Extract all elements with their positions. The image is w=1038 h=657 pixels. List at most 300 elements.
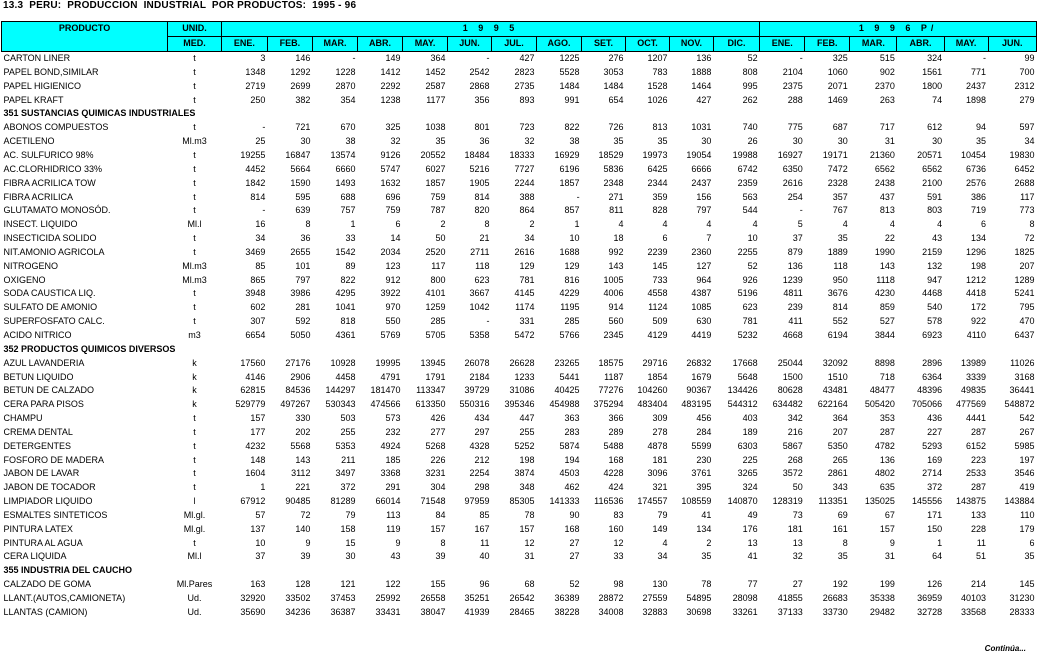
value-cell: 64 — [932, 551, 943, 562]
value-cell: 795 — [1019, 302, 1035, 313]
value-cell: 4503 — [559, 468, 580, 479]
value-cell: 35 — [657, 136, 668, 147]
value-cell: 267 — [1019, 426, 1035, 437]
value-cell: 20552 — [420, 150, 446, 161]
value-cell: 168 — [564, 523, 580, 534]
value-cell: 69 — [837, 509, 848, 520]
value-cell: 90 — [569, 509, 580, 520]
header-med: MED. — [168, 36, 222, 51]
unit-cell: t — [193, 122, 196, 133]
value-cell: 1898 — [966, 94, 987, 105]
value-cell: 2735 — [514, 80, 535, 91]
value-cell: 51 — [976, 551, 987, 562]
value-cell: 5747 — [380, 163, 401, 174]
table-row — [2, 550, 1037, 564]
value-cell: 5664 — [290, 163, 311, 174]
value-cell: 181 — [652, 454, 668, 465]
value-cell: 140 — [295, 523, 311, 534]
value-cell: 31 — [884, 136, 895, 147]
value-cell: 298 — [474, 482, 490, 493]
value-cell: 4 — [889, 219, 895, 230]
value-cell: 30698 — [686, 606, 712, 617]
product-name: CERA PARA PISOS — [3, 399, 84, 410]
value-cell: 1060 — [827, 66, 848, 77]
header-month-1995: FEB. — [267, 36, 312, 51]
value-cell: 230 — [696, 454, 712, 465]
value-cell: 14 — [390, 233, 401, 244]
value-cell: 540 — [927, 302, 943, 313]
value-cell: 143 — [608, 260, 624, 271]
value-cell: 859 — [879, 302, 895, 313]
value-cell: 4802 — [874, 468, 895, 479]
value-cell: 382 — [295, 94, 311, 105]
product-name: AC. SULFURICO 98% — [3, 150, 94, 161]
value-cell: 31 — [884, 551, 895, 562]
value-cell: 5985 — [1014, 440, 1035, 451]
section-title: 352 PRODUCTOS QUIMICOS DIVERSOS — [3, 343, 176, 354]
value-cell: 78 — [524, 509, 535, 520]
value-cell: 1889 — [827, 246, 848, 257]
value-cell: 145556 — [912, 496, 943, 507]
table-row — [2, 93, 1037, 107]
value-cell: 39 — [300, 551, 311, 562]
value-cell: 419 — [1019, 482, 1035, 493]
value-cell: 5705 — [425, 329, 446, 340]
value-cell: 2576 — [966, 177, 987, 188]
header-month-1995: MAR. — [312, 36, 357, 51]
value-cell: 4419 — [691, 329, 712, 340]
product-name: CARTON LINER — [3, 53, 71, 64]
value-cell: 284 — [696, 426, 712, 437]
unit-cell: t — [193, 177, 196, 188]
value-cell: 15 — [345, 537, 356, 548]
value-cell: 1 — [937, 537, 943, 548]
value-cell: 285 — [564, 316, 580, 327]
value-cell: 126 — [927, 579, 943, 590]
header-month-1995: OCT. — [626, 36, 670, 51]
value-cell: 34 — [524, 233, 535, 244]
value-cell: 113347 — [416, 385, 446, 396]
value-cell: 5350 — [827, 440, 848, 451]
value-cell: 1484 — [603, 80, 624, 91]
value-cell: 101 — [295, 260, 311, 271]
value-cell: 17560 — [240, 357, 266, 368]
unit-cell: k — [192, 357, 197, 368]
value-cell: 1888 — [691, 66, 712, 77]
unit-cell: k — [192, 371, 197, 382]
value-cell: 3874 — [514, 468, 535, 479]
value-cell: 811 — [609, 205, 624, 216]
value-cell: 2868 — [469, 80, 490, 91]
table-row — [2, 135, 1037, 149]
value-cell: 23265 — [554, 357, 580, 368]
value-cell: 1842 — [245, 177, 266, 188]
table-header — [2, 22, 1037, 52]
value-cell: 6 — [395, 219, 401, 230]
product-name: INSECT. LIQUIDO — [3, 219, 78, 230]
value-cell: 77 — [747, 579, 758, 590]
value-cell: 18484 — [464, 150, 490, 161]
value-cell: 363 — [564, 413, 580, 424]
value-cell: 3572 — [782, 468, 803, 479]
value-cell: 2533 — [966, 468, 987, 479]
value-cell: 719 — [971, 205, 987, 216]
value-cell: 2587 — [425, 80, 446, 91]
value-cell: 5874 — [559, 440, 580, 451]
value-cell: 6452 — [1014, 163, 1035, 174]
value-cell: 2184 — [469, 371, 490, 382]
value-cell: 5268 — [425, 440, 446, 451]
header-unid: UNID. — [168, 22, 222, 37]
value-cell: 550316 — [459, 399, 490, 410]
value-cell: 74 — [932, 94, 943, 105]
value-cell: 6196 — [559, 163, 580, 174]
value-cell: 17668 — [732, 357, 758, 368]
product-name: CHAMPU — [3, 413, 43, 424]
value-cell: 726 — [608, 122, 624, 133]
value-cell: - — [262, 205, 266, 216]
value-cell: 30 — [932, 136, 943, 147]
table-row — [2, 522, 1037, 536]
value-cell: 550 — [385, 316, 401, 327]
unit-cell: t — [193, 454, 196, 465]
value-cell: 386 — [971, 191, 987, 202]
value-cell: 2370 — [874, 80, 895, 91]
value-cell: 3112 — [291, 468, 311, 479]
value-cell: 291 — [385, 482, 401, 493]
value-cell: 35 — [976, 136, 987, 147]
value-cell: 6736 — [966, 163, 987, 174]
value-cell: 143 — [295, 454, 311, 465]
value-cell: 388 — [519, 191, 535, 202]
value-cell: 3231 — [425, 468, 446, 479]
value-cell: 289 — [608, 426, 624, 437]
product-name: ACIDO NITRICO — [3, 329, 72, 340]
value-cell: 436 — [927, 413, 943, 424]
value-cell: 13 — [792, 537, 803, 548]
value-cell: 5216 — [469, 163, 490, 174]
table-row — [2, 121, 1037, 135]
value-cell: 13574 — [330, 150, 356, 161]
value-cell: 6742 — [737, 163, 758, 174]
header-month-1995: ENE. — [221, 36, 267, 51]
value-cell: 563 — [742, 191, 758, 202]
value-cell: 1225 — [559, 53, 580, 64]
value-cell: 73 — [792, 509, 803, 520]
value-cell: 72 — [300, 509, 311, 520]
value-cell: 330 — [295, 413, 311, 424]
value-cell: 395346 — [504, 399, 535, 410]
value-cell: 85305 — [509, 496, 535, 507]
value-cell: 797 — [295, 274, 311, 285]
value-cell: 132 — [927, 260, 943, 271]
section-row — [2, 107, 1037, 121]
value-cell: 19054 — [686, 150, 712, 161]
value-cell: 110 — [1020, 509, 1035, 520]
value-cell: 11 — [976, 537, 987, 548]
value-cell: 278 — [652, 426, 668, 437]
value-cell: 1005 — [603, 274, 624, 285]
value-cell: - — [799, 53, 803, 64]
value-cell: 4 — [662, 537, 668, 548]
table-row — [2, 439, 1037, 453]
unit-cell: Ml.Pares — [176, 579, 213, 590]
value-cell: 192 — [832, 579, 848, 590]
value-cell: 265 — [832, 454, 848, 465]
value-cell: 6654 — [245, 329, 266, 340]
value-cell: 41 — [701, 509, 712, 520]
unit-cell: t — [193, 316, 196, 327]
value-cell: 4 — [706, 219, 712, 230]
value-cell: 740 — [742, 122, 758, 133]
value-cell: 1825 — [1014, 246, 1035, 257]
value-cell: 71548 — [420, 496, 446, 507]
value-cell: 902 — [879, 66, 895, 77]
product-name: PINTURA AL AGUA — [3, 537, 83, 548]
value-cell: 348 — [519, 482, 535, 493]
value-cell: 372 — [927, 482, 943, 493]
value-cell: 1042 — [469, 302, 490, 313]
header-month-1995: ABR. — [357, 36, 402, 51]
value-cell: 922 — [971, 316, 987, 327]
value-cell: 32728 — [917, 606, 943, 617]
value-cell: 36441 — [1009, 385, 1035, 396]
value-cell: 32920 — [240, 593, 266, 604]
value-cell: 395 — [696, 482, 712, 493]
value-cell: 304 — [430, 482, 446, 493]
value-cell: 733 — [652, 274, 668, 285]
product-name: SULFATO DE AMONIO — [3, 302, 98, 313]
unit-cell: t — [193, 150, 196, 161]
value-cell: 4230 — [874, 288, 895, 299]
value-cell: 1484 — [559, 80, 580, 91]
value-cell: 2438 — [874, 177, 895, 188]
value-cell: 41 — [747, 551, 758, 562]
header-month-1995: JUN. — [448, 36, 492, 51]
value-cell: 700 — [1019, 66, 1035, 77]
value-cell: 6425 — [647, 163, 668, 174]
value-cell: - — [486, 316, 490, 327]
value-cell: 2159 — [922, 246, 943, 257]
value-cell: - — [799, 205, 803, 216]
value-cell: 5232 — [737, 329, 758, 340]
value-cell: 8 — [1029, 219, 1035, 230]
value-cell: 548872 — [1004, 399, 1035, 410]
value-cell: 33 — [345, 233, 356, 244]
value-cell: 171 — [927, 509, 943, 520]
value-cell: 325 — [385, 122, 401, 133]
value-cell: 6660 — [335, 163, 356, 174]
value-cell: 623 — [742, 302, 758, 313]
value-cell: 3667 — [469, 288, 490, 299]
value-cell: 157 — [519, 523, 535, 534]
value-cell: 372 — [340, 482, 356, 493]
value-cell: 717 — [879, 122, 895, 133]
value-cell: - — [352, 53, 356, 64]
value-cell: 199 — [879, 579, 895, 590]
value-cell: 89 — [345, 260, 356, 271]
value-cell: 27 — [792, 579, 803, 590]
value-cell: 5599 — [691, 440, 712, 451]
value-cell: 19255 — [240, 150, 266, 161]
value-cell: 43 — [390, 551, 401, 562]
value-cell: 2375 — [782, 80, 803, 91]
value-cell: 232 — [385, 426, 401, 437]
value-cell: 1561 — [922, 66, 943, 77]
value-cell: 1187 — [604, 371, 624, 382]
value-cell: 117 — [431, 260, 446, 271]
value-cell: 462 — [564, 482, 580, 493]
value-cell: 216 — [787, 426, 803, 437]
value-cell: 34 — [1024, 136, 1035, 147]
value-cell: 2616 — [514, 246, 535, 257]
value-cell: 26832 — [686, 357, 712, 368]
value-cell: 864 — [519, 205, 535, 216]
value-cell: 477569 — [956, 399, 987, 410]
value-cell: 4295 — [335, 288, 356, 299]
value-cell: 813 — [652, 122, 668, 133]
value-cell: 1212 — [966, 274, 987, 285]
value-cell: 288 — [787, 94, 803, 105]
value-cell: 287 — [879, 426, 895, 437]
value-cell: 5867 — [782, 440, 803, 451]
value-cell: 7 — [706, 233, 712, 244]
value-cell: 992 — [608, 246, 624, 257]
value-cell: 560 — [608, 316, 624, 327]
value-cell: 8 — [484, 219, 490, 230]
value-cell: 13 — [747, 537, 758, 548]
value-cell: 33431 — [375, 606, 401, 617]
value-cell: 5766 — [559, 329, 580, 340]
value-cell: 970 — [385, 302, 401, 313]
value-cell: 281 — [295, 302, 311, 313]
value-cell: 11026 — [1010, 357, 1035, 368]
value-cell: 359 — [652, 191, 668, 202]
table-row — [2, 218, 1037, 232]
value-cell: 2344 — [647, 177, 668, 188]
value-cell: 7472 — [827, 163, 848, 174]
table-row — [2, 509, 1037, 523]
value-cell: 104260 — [637, 385, 668, 396]
header-producto: PRODUCTO — [2, 22, 168, 52]
value-cell: 5353 — [335, 440, 356, 451]
value-cell: 16847 — [285, 150, 311, 161]
value-cell: 4668 — [782, 329, 803, 340]
value-cell: 197 — [1019, 454, 1035, 465]
unit-cell: Ml.gl. — [183, 509, 206, 520]
table-row — [2, 79, 1037, 93]
value-cell: 5472 — [514, 329, 535, 340]
value-cell: 6152 — [966, 440, 987, 451]
value-cell: 544 — [742, 205, 758, 216]
production-table — [1, 21, 1037, 619]
value-cell: 2870 — [335, 80, 356, 91]
product-name: FOSFORO DE MADERA — [3, 454, 105, 465]
value-cell: 687 — [832, 122, 848, 133]
header-month-1996: MAR. — [850, 36, 897, 51]
value-cell: 19830 — [1009, 150, 1035, 161]
value-cell: 176 — [742, 523, 758, 534]
value-cell: 771 — [971, 66, 987, 77]
value-cell: 38 — [569, 136, 580, 147]
table-row — [2, 246, 1037, 260]
value-cell: 19988 — [732, 150, 758, 161]
value-cell: 9 — [889, 537, 895, 548]
unit-cell: t — [193, 537, 196, 548]
value-cell: 5050 — [290, 329, 311, 340]
value-cell: 595 — [295, 191, 311, 202]
value-cell: 1174 — [515, 302, 535, 313]
value-cell: - — [983, 53, 987, 64]
value-cell: 800 — [430, 274, 446, 285]
table-row — [2, 329, 1037, 343]
value-cell: 470 — [1019, 316, 1035, 327]
value-cell: 145 — [1019, 579, 1035, 590]
value-cell: 277 — [430, 426, 446, 437]
value-cell: 354 — [340, 94, 356, 105]
product-name: SODA CAUSTICA LIQ. — [3, 288, 96, 299]
value-cell: 198 — [519, 454, 535, 465]
product-name: JABON DE LAVAR — [3, 468, 80, 479]
unit-cell: l — [193, 496, 196, 507]
value-cell: 35 — [701, 551, 712, 562]
value-cell: 2034 — [380, 246, 401, 257]
value-cell: 34 — [255, 233, 266, 244]
value-cell: 214 — [971, 579, 987, 590]
value-cell: 4101 — [425, 288, 446, 299]
unit-cell: Ml.m3 — [182, 260, 207, 271]
value-cell: 43481 — [822, 385, 848, 396]
unit-cell: t — [193, 440, 196, 451]
value-cell: 2254 — [469, 468, 490, 479]
value-cell: - — [486, 53, 490, 64]
value-cell: 1854 — [647, 371, 668, 382]
value-cell: 5488 — [603, 440, 624, 451]
value-cell: 4110 — [966, 329, 987, 340]
value-cell: 544312 — [727, 399, 758, 410]
value-cell: 34 — [657, 551, 668, 562]
unit-cell: Ml.l — [187, 219, 202, 230]
value-cell: 2823 — [514, 66, 535, 77]
value-cell: 1292 — [290, 66, 311, 77]
value-cell: 828 — [652, 205, 668, 216]
value-cell: 434 — [474, 413, 490, 424]
value-cell: 578 — [927, 316, 943, 327]
value-cell: 427 — [519, 53, 535, 64]
table-row — [2, 467, 1037, 481]
value-cell: 77276 — [598, 385, 624, 396]
value-cell: 32883 — [642, 606, 668, 617]
value-cell: 57 — [255, 509, 266, 520]
product-name: CERA LIQUIDA — [3, 551, 67, 562]
value-cell: 2906 — [290, 371, 311, 382]
value-cell: 781 — [742, 316, 758, 327]
value-cell: 375294 — [593, 399, 624, 410]
unit-cell: Ml.m3 — [182, 136, 207, 147]
value-cell: 136 — [696, 53, 712, 64]
value-cell: 6666 — [691, 163, 712, 174]
value-cell: 324 — [742, 482, 758, 493]
value-cell: 1 — [350, 219, 356, 230]
value-cell: 527 — [879, 316, 895, 327]
value-cell: 3546 — [1014, 468, 1035, 479]
product-name: AC.CLORHIDRICO 33% — [3, 163, 103, 174]
value-cell: 279 — [1019, 94, 1035, 105]
value-cell: 950 — [832, 274, 848, 285]
product-name: PAPEL KRAFT — [3, 94, 64, 105]
product-name: INSECTICIDA SOLIDO — [3, 233, 97, 244]
value-cell: 9 — [305, 537, 311, 548]
